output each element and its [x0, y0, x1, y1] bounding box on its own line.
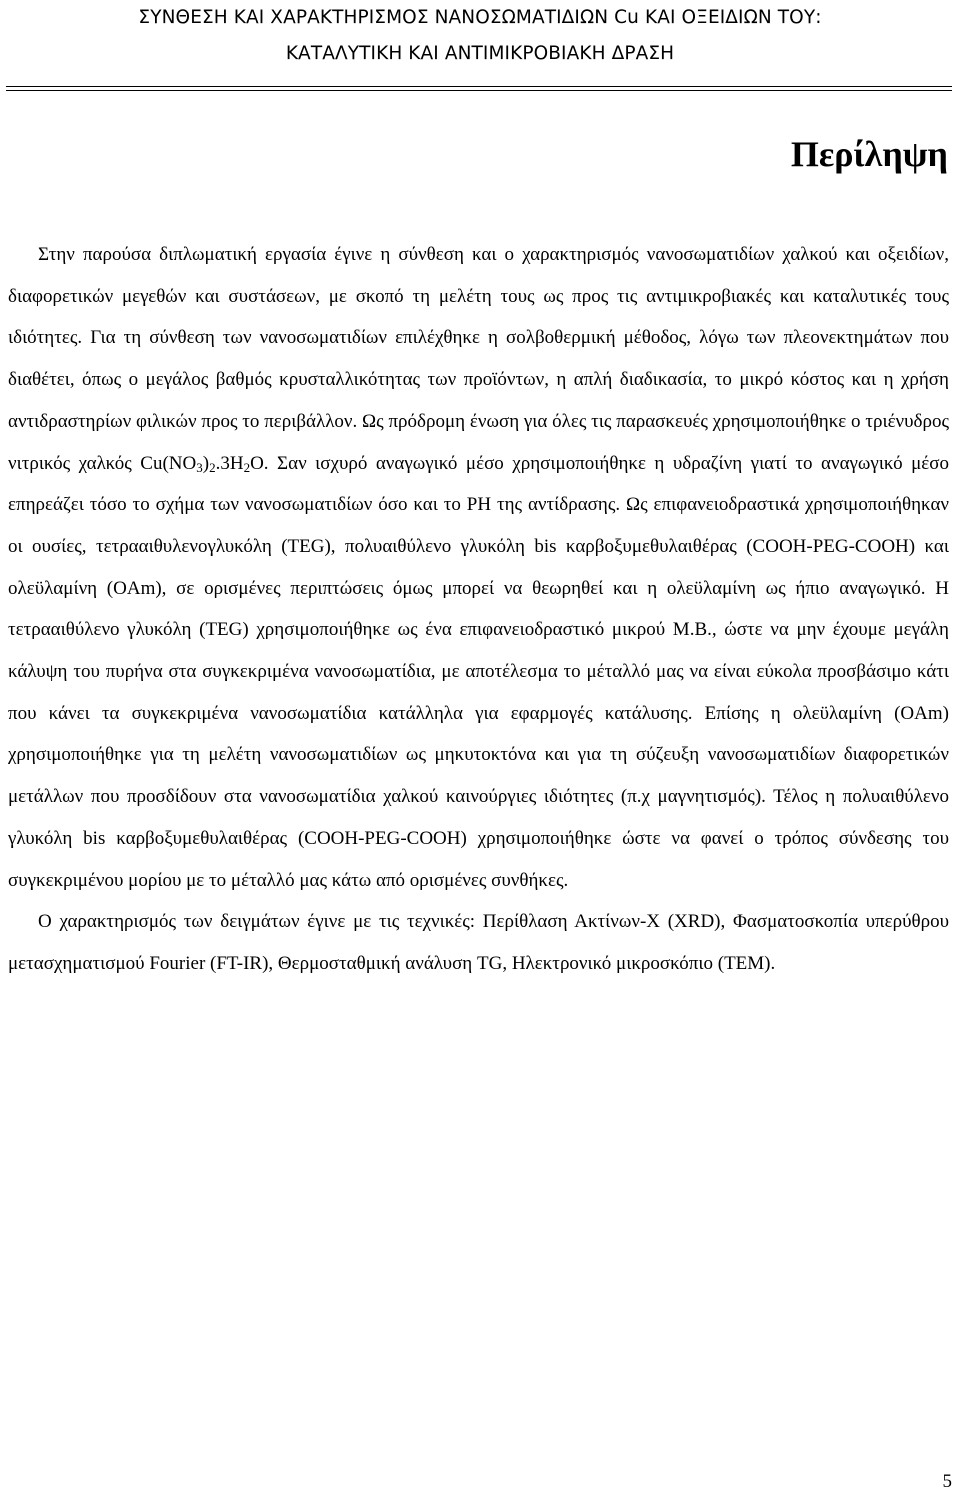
- paragraph-1-text-a: Στην παρούσα διπλωματική εργασία έγινε η σύνθεση και ο χαρακτηρισμός νανοσωματιδίων χαλκού και οξειδίων, διαφορετικών μεγεθών και συστάσεων, με σκοπό τη μελέτη τους ως προς τις αντιμικροβιακές και καταλυτικές τους ιδιότητες. Για τη σύνθεση των νανοσωματιδίων επιλέχθηκε η σολβοθερμική μέθοδος, λόγω των πλεονεκτημάτων που διαθέτει, όπως ο μεγάλος βαθμός κρυσταλλικότητας των προϊόντων, η απλή διαδικασία, το μικρό κόστος και η χρήση αντιδραστηρίων φιλικών προς το περιβάλλον. Ως πρόδρομη ένωση για όλες τις παρασκευές χρησιμοποιήθηκε ο τριένυδρος νιτρικός χαλκός Cu(NO: [8, 244, 949, 474]
- subscript-1: 3: [196, 459, 203, 475]
- header-rule-thick: [6, 86, 952, 87]
- paragraph-2: Ο χαρακτηρισμός των δειγμάτων έγινε με τις τεχνικές: Περίθλαση Ακτίνων-Χ (XRD), Φασματοσκοπία υπερύθρου μετασχηματισμού Fourier (FT-IR), Θερμοσταθμική ανάλυση TG, Ηλεκτρονικό μικροσκόπιο (TEM).: [8, 911, 949, 974]
- subscript-3: 2: [243, 459, 251, 475]
- header-line-1: ΣΥΝΘΕΣΗ ΚΑΙ ΧΑΡΑΚΤΗΡΙΣΜΟΣ ΝΑΝΟΣΩΜΑΤΙΔΙΩΝ Cu ΚΑΙ ΟΞΕΙΔΙΩΝ ΤΟΥ:: [138, 7, 822, 28]
- page-number: 5: [942, 1471, 952, 1492]
- paragraph-1-text-d: O. Σαν ισχυρό αναγωγικό μέσο χρησιμοποιήθηκε η υδραζίνη γιατί το αναγωγικό μέσο επηρεάζει τόσο το σχήμα των νανοσωματιδίων όσο και το PH της αντίδρασης. Ως επιφανειοδραστικά χρησιμοποιήθηκαν οι ουσίες, τετρααιθυλενογλυκόλη (TEG), πολυαιθύλενο γλυκόλη bis καρβοξυμεθυλαιθέρας (COOH-PEG-COOH) και ολεϋλαμίνη (OAm), σε ορισμένες περιπτώσεις όμως μπορεί να θεωρηθεί και η ολεϋλαμίνη ως ήπιο αναγωγικό. Η τετρααιθύλενο γλυκόλη (TEG) χρησιμοποιήθηκε ως ένα επιφανειοδραστικό μικρού Μ.Β., ώστε να μην έχουμε μεγάλη κάλυψη του πυρήνα στα συγκεκριμένα νανοσωματίδια, με αποτέλεσμα το μέταλλό μας να είναι εύκολα προσβάσιμο κάτι που κάνει τα συγκεκριμένα νανοσωματίδια κατάλληλα για εφαρμογές κατάλυσης. Επίσης η ολεϋλαμίνη (OAm) χρησιμοποιήθηκε για τη μελέτη νανοσωματιδίων ως μηκυτοκτόνα και για τη σύζευξη νανοσωματιδίων διαφορετικών μετάλλων που προσδίδουν στα νανοσωματίδια χαλκού καινούργιες ιδιότητες (π.χ μαγνητισμός). Τέλος η πολυαιθύλενο γλυκόλη bis καρβοξυμεθυλαιθέρας (COOH-PEG-COOH) χρησιμοποιήθηκε ώστε να φανεί ο τρόπος σύνδεσης του συγκεκριμένου μορίου με το μέταλλό μας κάτω από ορισμένες συνθήκες.: [8, 452, 949, 891]
- section-title: Περίληψη: [790, 134, 948, 174]
- header-rule-thin: [6, 90, 952, 91]
- subscript-2: 2: [209, 459, 216, 475]
- paragraph-1-text-b: ): [202, 452, 210, 474]
- running-header: [0, 0, 960, 72]
- abstract-body: [8, 234, 949, 985]
- paragraph-1-text-c: .3H: [215, 452, 244, 474]
- paragraph-1: [8, 234, 949, 901]
- header-line-2: ΚΑΤΑΛΥΤΙΚΗ ΚΑΙ ΑΝΤΙΜΙΚΡΟΒΙΑΚΗ ΔΡΑΣΗ: [285, 43, 675, 64]
